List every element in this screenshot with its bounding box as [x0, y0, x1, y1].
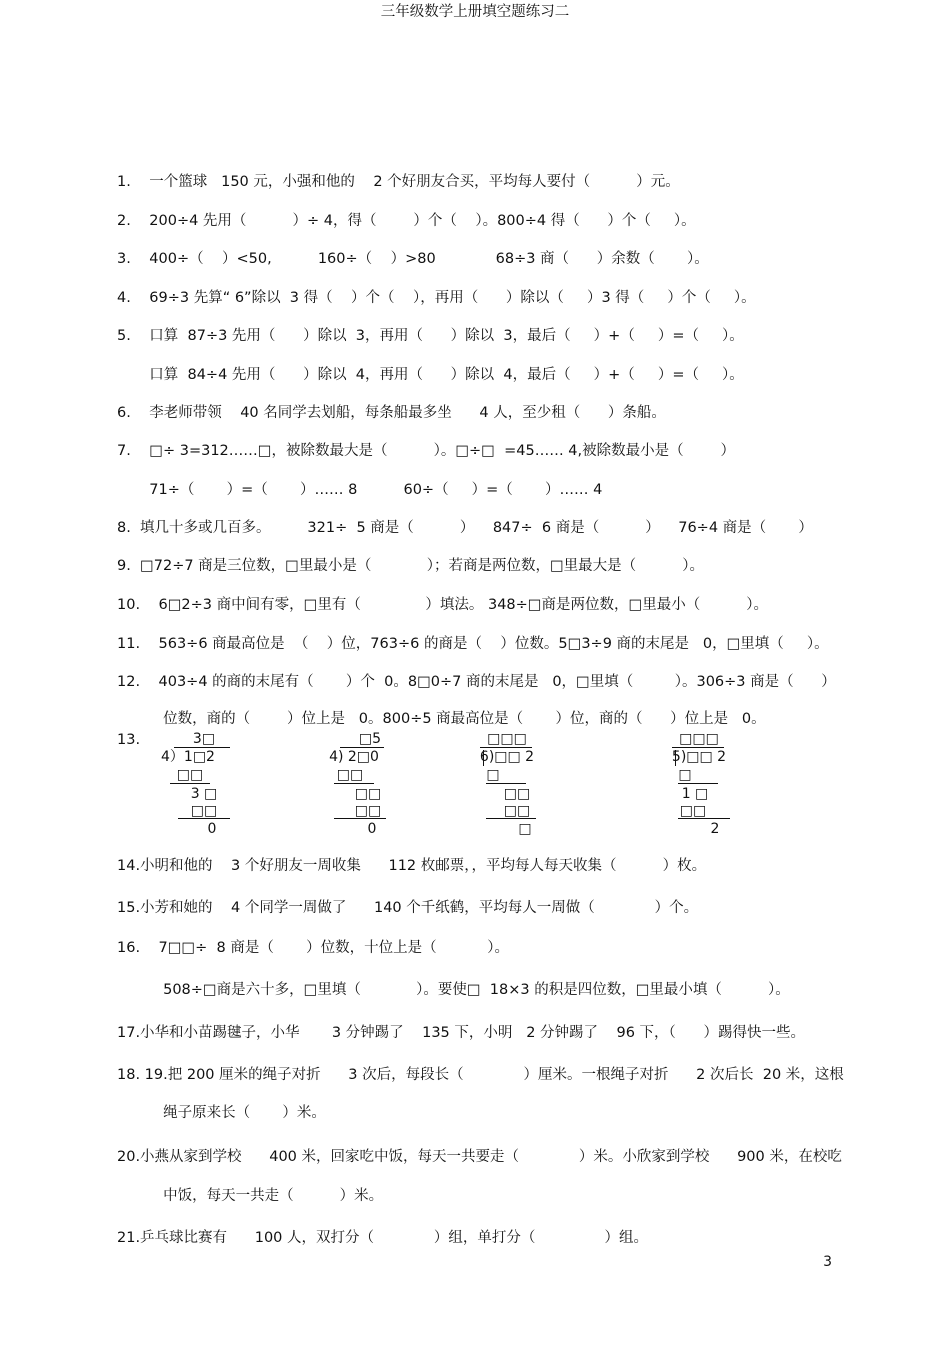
division-2-step-3: □□ — [354, 803, 382, 819]
question-line: 10. 6□2÷3 商中间有零，□里有（ ）填法。 348÷□商是两位数，□里最小（ ）。 — [117, 597, 769, 613]
question-line: 18. 19.把 200 厘米的绳子对折 3 次后，每段长（ ）厘米。一根绳子对折 2 次后长 20 米，这根 — [117, 1067, 844, 1083]
question-line: 15.小芳和她的 4 个同学一周做了 140 个千纸鹤，平均每人一周做（ ）个。 — [117, 900, 699, 916]
division-4-quotient: □□□ — [679, 731, 719, 747]
division-3-quotient: □□□ — [487, 731, 527, 747]
q13-label: 13. — [117, 732, 141, 748]
question-line: 2. 200÷4 先用（ ）÷ 4，得（ ）个（ ）。800÷4 得（ ）个（ ）。 — [117, 213, 696, 229]
division-4-dividend: 5)□□ 2 — [671, 749, 727, 765]
question-line: 中饭，每天一共走（ ）米。 — [117, 1188, 384, 1204]
division-2-rule-2 — [334, 818, 386, 819]
question-line: 5. 口算 87÷3 先用（ ）除以 3，再用（ ）除以 3，最后（ ）+（ ）=（ ）。 — [117, 328, 744, 344]
division-4-rule-1 — [678, 783, 718, 784]
division-3-dividend: 6)□□ 2 — [479, 749, 535, 765]
division-2-bracket — [340, 747, 384, 748]
question-line: 21.乒乓球比赛有 100 人，双打分（ ）组，单打分（ ）组。 — [117, 1230, 649, 1246]
question-line: 71÷（ ）=（ ）…… 8 60÷（ ）=（ ）…… 4 — [117, 482, 603, 498]
division-4-step-3: □□ — [679, 803, 707, 819]
division-3-step-3: □□ — [503, 803, 531, 819]
division-1-step-2: 3 □ — [190, 786, 218, 802]
division-1-step-3: □□ — [190, 803, 218, 819]
division-2-step-2: □□ — [354, 786, 382, 802]
division-3-remainder: □ — [518, 821, 532, 837]
question-line: 3. 400÷（ ）<50, 160÷（ ）>80 68÷3 商（ ）余数（ ）。 — [117, 251, 709, 267]
question-line: 绳子原来长（ ）米。 — [117, 1105, 326, 1121]
division-2-quotient: □5 — [358, 731, 382, 747]
division-1-rule-2 — [178, 818, 230, 819]
question-line: 16. 7□□÷ 8 商是（ ）位数，十位上是（ ）。 — [117, 940, 510, 956]
division-3-rule-1 — [486, 783, 526, 784]
question-line: 508÷□商是六十多，□里填（ ）。要使□ 18×3 的积是四位数，□里最小填（ ）。 — [117, 982, 790, 998]
division-1-step-1: □□ — [176, 767, 204, 783]
division-3-step-2: □□ — [503, 786, 531, 802]
question-line: 6. 李老师带领 40 名同学去划船，每条船最多坐 4 人，至少租（ ）条船。 — [117, 405, 666, 421]
division-2-dividend: 4) 2□0 — [329, 749, 379, 765]
division-1-bracket — [174, 747, 230, 748]
division-3-bracket — [480, 747, 532, 748]
question-line: 口算 84÷4 先用（ ）除以 4，再用（ ）除以 4，最后（ ）+（ ）=（ ）。 — [117, 367, 744, 383]
page-number: 3 — [823, 1254, 832, 1270]
division-2-step-1: □□ — [336, 767, 364, 783]
question-line: 1. 一个篮球 150 元，小强和他的 2 个好朋友合买，平均每人要付（ ）元。 — [117, 174, 680, 190]
division-2-rule-1 — [334, 783, 374, 784]
question-line: 11. 563÷6 商最高位是 （ ）位，763÷6 的商是（ ）位数。5□3÷9 商的末尾是 0，□里填（ ）。 — [117, 636, 829, 652]
division-4-bar — [675, 750, 676, 766]
division-4-step-1: □ — [678, 767, 692, 783]
division-3-bar — [483, 750, 484, 766]
division-4-rule-2 — [678, 818, 730, 819]
question-line: 9. □72÷7 商是三位数，□里最小是（ ）；若商是两位数，□里最大是（ ）。 — [117, 558, 704, 574]
division-4-remainder: 2 — [710, 821, 720, 837]
document-title: 三年级数学上册填空题练习二 — [380, 4, 570, 20]
division-4-bracket — [672, 747, 724, 748]
division-2-remainder: 0 — [367, 821, 377, 837]
question-line: 17.小华和小苗踢毽子，小华 3 分钟踢了 135 下，小明 2 分钟踢了 96 下，（ ）踢得快一些。 — [117, 1025, 805, 1041]
division-4-step-2: 1 □ — [681, 786, 709, 802]
question-line: 7. □÷ 3=312……□，被除数最大是（ ）。□÷□ =45…… 4,被除数最小是（ ） — [117, 443, 736, 459]
question-line: 4. 69÷3 先算“ 6”除以 3 得（ ）个（ ），再用（ ）除以（ ）3 得（ ）个（ ）。 — [117, 290, 756, 306]
division-1-quotient: 3□ — [192, 731, 216, 747]
division-1-dividend: 4）1□2 — [161, 749, 215, 765]
question-line: 14.小明和他的 3 个好朋友一周收集 112 枚邮票，，平均每人每天收集（ ）枚。 — [117, 858, 707, 874]
question-line: 20.小燕从家到学校 400 米，回家吃中饭，每天一共要走（ ）米。小欣家到学校 900 米，在校吃 — [117, 1149, 842, 1165]
question-line: 12. 403÷4 的商的末尾有（ ）个 0。8□0÷7 商的末尾是 0，□里填（ ）。306÷3 商是（ ） — [117, 674, 836, 690]
division-3-step-1: □ — [486, 767, 500, 783]
division-3-rule-2 — [486, 818, 536, 819]
division-1-remainder: 0 — [207, 821, 217, 837]
question-line: 位数，商的（ ）位上是 0。800÷5 商最高位是（ ）位，商的（ ）位上是 0。 — [117, 711, 766, 727]
question-line: 8. 填几十多或几百多。 321÷ 5 商是（ ） 847÷ 6 商是（ ） 76÷4 商是（ ） — [117, 520, 813, 536]
division-1-rule-1 — [170, 783, 210, 784]
